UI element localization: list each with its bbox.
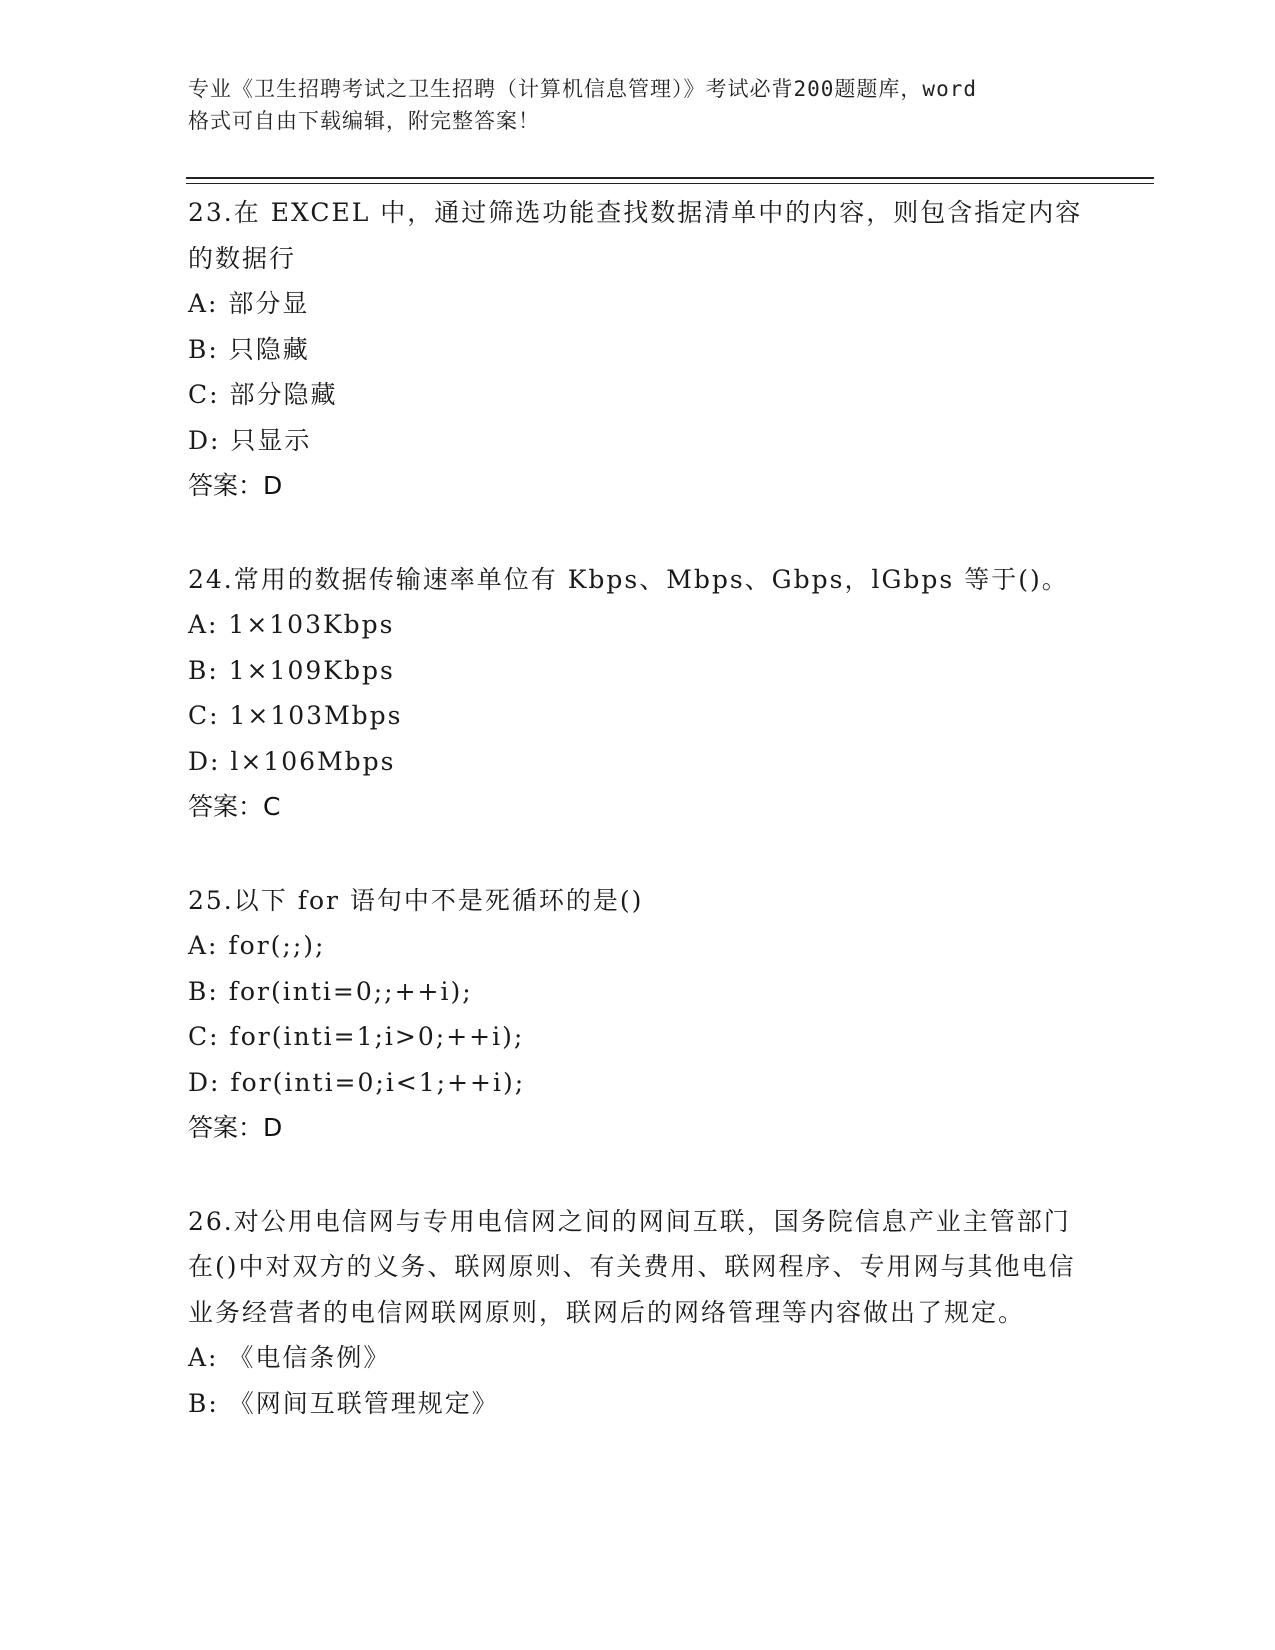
- option-b: B: 《网间互联管理规定》: [188, 1388, 499, 1418]
- header-divider-thick: [186, 177, 1154, 179]
- question-25: [188, 878, 1088, 1151]
- question-text: 24.常用的数据传输速率单位有 Kbps、Mbps、Gbps，lGbps 等于()。: [188, 564, 1069, 594]
- option-d: D: 只显示: [188, 425, 312, 455]
- option-c: C: for(inti=1;i>0;++i);: [188, 1022, 525, 1051]
- question-text: 26.对公用电信网与专用电信网之间的网间互联，国务院信息产业主管部门在()中对双方的义务、联网原则、有关费用、联网程序、专用网与其他电信业务经营者的电信网联网原则，联网后的网络管理等内容做出了规定。: [188, 1206, 1076, 1327]
- option-c: C: 部分隐藏: [188, 380, 338, 409]
- option-d: D: for(inti=0;i<1;++i);: [188, 1067, 526, 1097]
- option-a: A: 部分显: [188, 289, 310, 318]
- option-b: B: for(inti=0;;++i);: [188, 976, 473, 1006]
- question-24: [188, 557, 1088, 830]
- option-d: D: l×106Mbps: [188, 746, 396, 776]
- answer-line: 答案：D: [188, 1113, 283, 1142]
- option-a: A: 1×103Kbps: [188, 610, 395, 639]
- question-list: [188, 190, 1088, 1474]
- answer-line: 答案：C: [188, 792, 281, 821]
- header-line-1: 专业《卫生招聘考试之卫生招聘（计算机信息管理）》考试必背200题题库，word: [188, 77, 977, 101]
- option-c: C: 1×103Mbps: [188, 701, 403, 730]
- document-header: [188, 73, 1088, 137]
- question-23: [188, 190, 1088, 509]
- option-b: B: 只隐藏: [188, 334, 310, 364]
- header-divider-thin: [186, 183, 1154, 184]
- answer-line: 答案：D: [188, 471, 283, 500]
- option-a: A: for(;;);: [188, 931, 326, 960]
- question-text: 23.在 EXCEL 中，通过筛选功能查找数据清单中的内容，则包含指定内容的数据行: [188, 198, 1083, 273]
- header-line-2: 格式可自由下载编辑，附完整答案！: [188, 109, 540, 133]
- option-a: A: 《电信条例》: [188, 1343, 391, 1372]
- question-26: [188, 1199, 1088, 1427]
- option-b: B: 1×109Kbps: [188, 655, 395, 685]
- question-text: 25.以下 for 语句中不是死循环的是(): [188, 885, 644, 915]
